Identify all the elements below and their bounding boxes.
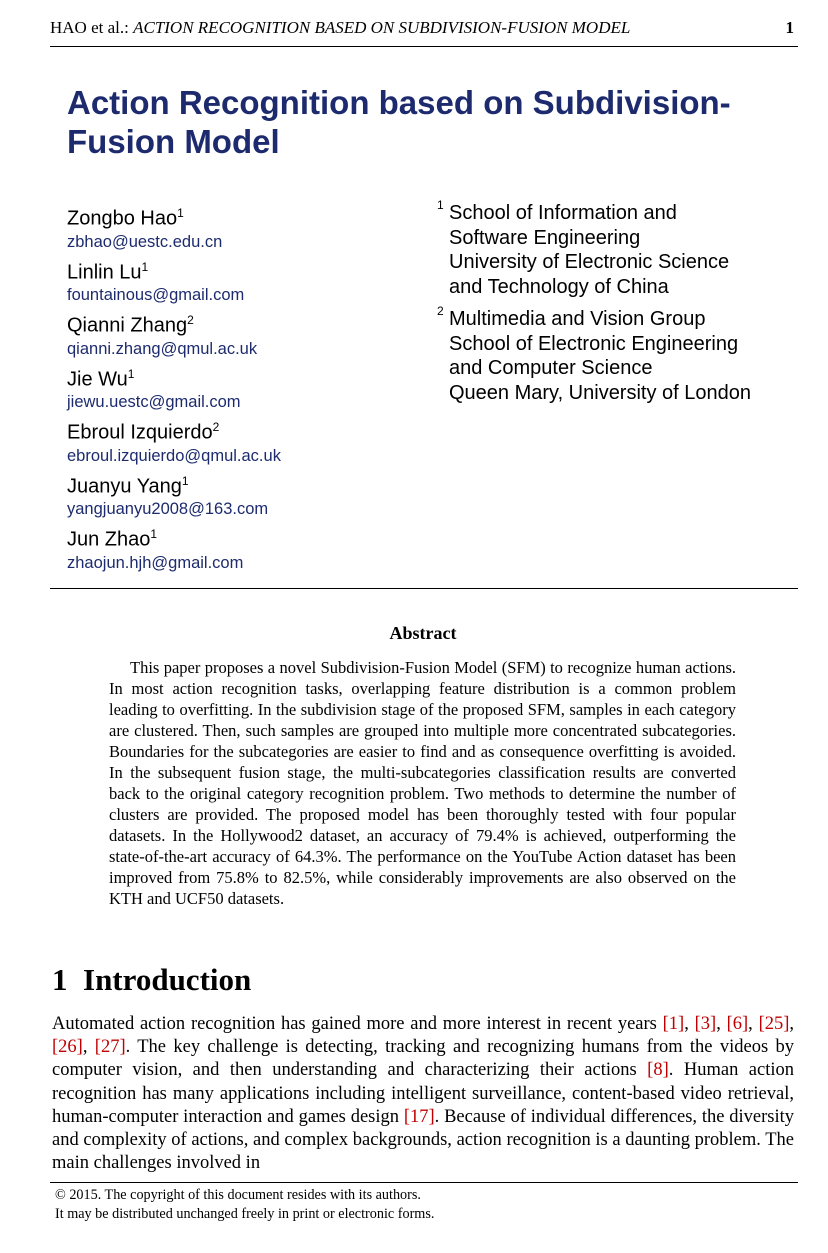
- author-name: Ebroul Izquierdo: [67, 421, 213, 444]
- author-email[interactable]: qianni.zhang@qmul.ac.uk: [67, 339, 258, 358]
- author-affiliation-mark: 1: [181, 473, 189, 488]
- author-entry: [67, 254, 427, 308]
- affiliation-mark: 1: [437, 198, 444, 212]
- page-number: 1: [785, 18, 794, 37]
- affiliation-line: Multimedia and Vision Group: [449, 308, 706, 330]
- citation-link[interactable]: [1]: [662, 1014, 685, 1034]
- intro-text: ,: [684, 1014, 695, 1034]
- author-name: Qianni Zhang: [67, 314, 188, 337]
- copyright-line: © 2015. The copyright of this document resides with its authors.: [55, 1187, 421, 1203]
- author-entry: [67, 307, 427, 361]
- author-name: Linlin Lu: [67, 261, 142, 284]
- author-name: Juanyu Yang: [67, 475, 182, 498]
- header-rule: [50, 46, 798, 47]
- author-affiliation-mark: 1: [141, 259, 149, 274]
- affiliation-2: [449, 307, 751, 406]
- paper-title-line-2: Fusion Model: [67, 123, 280, 160]
- author-entry: [67, 361, 427, 415]
- author-name: Jun Zhao: [67, 528, 151, 551]
- abstract-body: [109, 657, 736, 909]
- citation-link[interactable]: [8]: [647, 1060, 669, 1081]
- author-email[interactable]: fountainous@gmail.com: [67, 286, 245, 305]
- copyright-line: It may be distributed unchanged freely in print or electronic forms.: [55, 1205, 435, 1222]
- intro-text: . Human action recognition has many applications including intelligent surveillance, content-based video retrieval, human-computer interaction and games design: [52, 1060, 794, 1127]
- affiliation-line: University of Electronic Science: [449, 251, 730, 274]
- running-head-authors: HAO et al.:: [50, 18, 129, 37]
- author-affiliation-mark: 1: [127, 366, 135, 381]
- citation-link[interactable]: [3]: [694, 1014, 717, 1034]
- author-entry: [67, 200, 427, 254]
- citation-link[interactable]: [17]: [403, 1106, 435, 1127]
- intro-text: ,: [716, 1014, 727, 1034]
- section-heading: [52, 962, 251, 998]
- citation-link[interactable]: [26]: [52, 1037, 83, 1058]
- intro-text: . Because of individual differences, the diversity and complexity of actions, and complex backgrounds, action recognition is a daunting problem. The main challenges involved in: [52, 1106, 794, 1174]
- affiliation-line: and Technology of China: [449, 276, 669, 299]
- author-affiliation-mark: 2: [187, 313, 194, 327]
- affiliation-line: and Computer Science: [449, 357, 653, 380]
- affiliation-line: Software Engineering: [449, 226, 641, 249]
- author-affiliation-mark: 1: [177, 206, 184, 220]
- section-number: 1: [52, 962, 68, 997]
- author-email[interactable]: yangjuanyu2008@163.com: [67, 500, 269, 519]
- author-email[interactable]: ebroul.izquierdo@qmul.ac.uk: [67, 446, 281, 465]
- paper-title-line-1: Action Recognition based on Subdivision-: [67, 84, 731, 121]
- author-name: Zongbo Hao: [67, 207, 178, 230]
- affiliation-mark: 2: [437, 304, 444, 318]
- author-email[interactable]: zbhao@uestc.edu.cn: [67, 232, 223, 251]
- affiliation-line: Queen Mary, University of London: [449, 382, 752, 405]
- intro-text: . The key challenge is detecting, tracking and recognizing humans from the videos by computer vision, and then understanding and characterizing their actions: [52, 1037, 795, 1081]
- citation-link[interactable]: [27]: [94, 1037, 126, 1058]
- footer-rule: [50, 1182, 798, 1183]
- author-name: Jie Wu: [67, 368, 128, 391]
- author-list: [67, 200, 427, 575]
- affiliation-line: School of Information and: [449, 202, 677, 224]
- abstract-heading: Abstract: [389, 623, 457, 643]
- intro-text: ,: [789, 1014, 795, 1034]
- intro-text: ,: [82, 1037, 95, 1058]
- running-head-title: ACTION RECOGNITION BASED ON SUBDIVISION-FUSION MODEL: [133, 18, 631, 37]
- author-email[interactable]: jiewu.uestc@gmail.com: [67, 393, 241, 412]
- author-entry: [67, 521, 427, 575]
- author-affiliation-mark: 2: [212, 420, 220, 434]
- paper-title: [67, 83, 787, 161]
- author-affiliation-mark: 1: [150, 527, 158, 541]
- intro-text: ,: [748, 1014, 759, 1034]
- title-block-rule: [50, 588, 798, 589]
- author-entry: [67, 414, 427, 468]
- affiliation-line: School of Electronic Engineering: [449, 332, 739, 355]
- author-email[interactable]: zhaojun.hjh@gmail.com: [67, 553, 244, 572]
- intro-paragraph: [52, 1013, 794, 1175]
- section-title: Introduction: [83, 962, 252, 997]
- running-head: [50, 18, 794, 38]
- author-entry: [67, 468, 427, 522]
- citation-link[interactable]: [25]: [758, 1014, 790, 1034]
- affiliation-1: [449, 201, 729, 300]
- abstract-text: This paper proposes a novel Subdivision-Fusion Model (SFM) to recognize human actions. In most action recognition tasks, overlapping feature distribution is a common problem leading to overfitting. In the subdivision stage of the proposed SFM, samples in each category are clustered. Then, such samples are grouped into multiple more concentrated subcategories. Boundaries for the subcategories are easier to find and as consequence overfitting is avoided. In the subsequent fusion stage, the multi-subcategories classification results are converted back to the original category recognition problem. Two methods to determine the number of clusters are provided. The proposed model has been thoroughly tested with four popular datasets. In the Hollywood2 dataset, an accuracy of 79.4% is achieved, outperforming the state-of-the-art accuracy of 64.3%. The performance on the YouTube Action dataset has been improved from 75.8% to 82.5%, while considerably improvements are also observed on the KTH and UCF50 datasets.: [109, 658, 736, 908]
- intro-text: Automated action recognition has gained more and more interest in recent years: [52, 1014, 663, 1034]
- citation-link[interactable]: [6]: [726, 1014, 749, 1034]
- copyright-notice: [55, 1186, 434, 1223]
